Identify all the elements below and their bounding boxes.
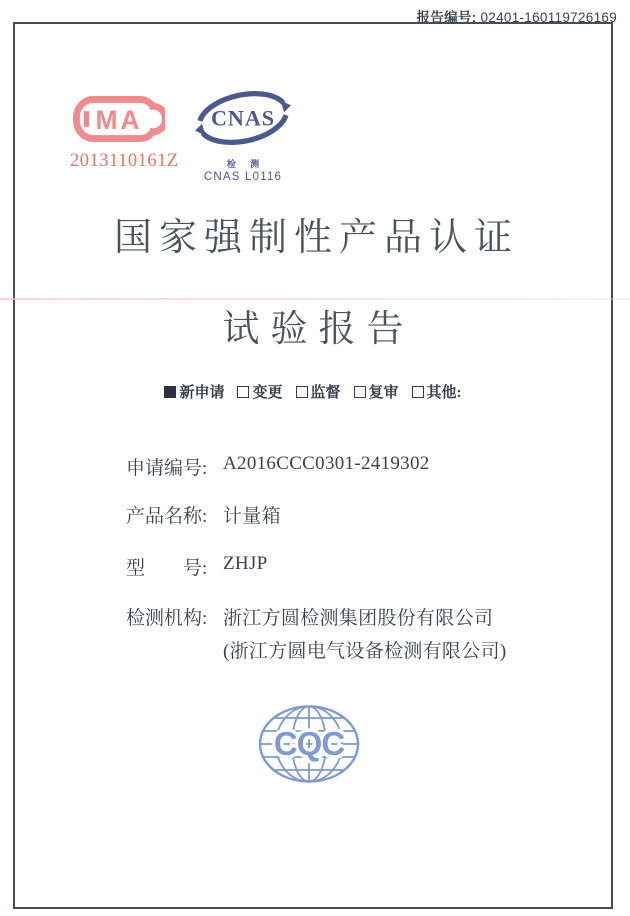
cqc-globe-icon	[257, 704, 361, 784]
cnas-letters: CNAS	[210, 105, 276, 131]
field-label: 型 号:	[126, 558, 208, 579]
report-number-value: 02401-160119726169	[480, 10, 617, 25]
cnas-accreditation-number: CNAS L0116	[203, 171, 283, 183]
test-org-line2: (浙江方圆电气设备检测有限公司)	[223, 641, 507, 662]
option-review	[354, 381, 399, 402]
test-org-line1: 浙江方圆检测集团股份有限公司	[223, 608, 494, 629]
field-value: ZHJP	[223, 553, 268, 574]
option-supervision	[296, 381, 341, 402]
field-model	[126, 553, 268, 580]
cma-logo	[70, 92, 179, 172]
cnas-caption: 检 测	[226, 159, 266, 169]
cnas-logo	[191, 85, 295, 183]
field-product-name	[126, 501, 281, 528]
checkbox-supervision	[296, 386, 308, 398]
option-other	[412, 381, 462, 402]
cma-letters: MA	[95, 104, 143, 135]
option-label: 其他:	[426, 385, 462, 401]
option-label: 新申请	[179, 385, 225, 401]
field-value: 计量箱	[223, 506, 281, 527]
field-label: 检测机构:	[126, 608, 208, 629]
cqc-logo	[257, 704, 361, 789]
option-label: 复审	[368, 385, 399, 401]
field-label: 申请编号:	[126, 458, 208, 479]
field-application-number	[126, 453, 430, 480]
cma-mark-icon	[71, 92, 165, 144]
document-title: 国家强制性产品认证	[113, 217, 519, 259]
report-number-label: 报告编号:	[416, 10, 477, 25]
cnas-mark-icon	[193, 85, 293, 151]
field-label: 产品名称:	[126, 506, 208, 527]
checkbox-other	[412, 386, 424, 398]
option-label: 监督	[310, 385, 341, 401]
checkbox-change	[237, 386, 249, 398]
checkbox-new-application	[164, 386, 176, 398]
field-value: A2016CCC0301-2419302	[223, 453, 430, 474]
cqc-letters: CQC	[273, 725, 345, 762]
application-type-row	[13, 381, 613, 402]
option-label: 变更	[252, 385, 283, 401]
document-subtitle: 试验报告	[222, 309, 415, 350]
option-new-application	[164, 381, 224, 402]
field-value	[223, 603, 506, 663]
field-test-organization	[126, 603, 506, 663]
checkbox-review	[354, 386, 366, 398]
cma-certificate-code: 2013110161Z	[70, 151, 179, 171]
option-change	[237, 381, 282, 402]
